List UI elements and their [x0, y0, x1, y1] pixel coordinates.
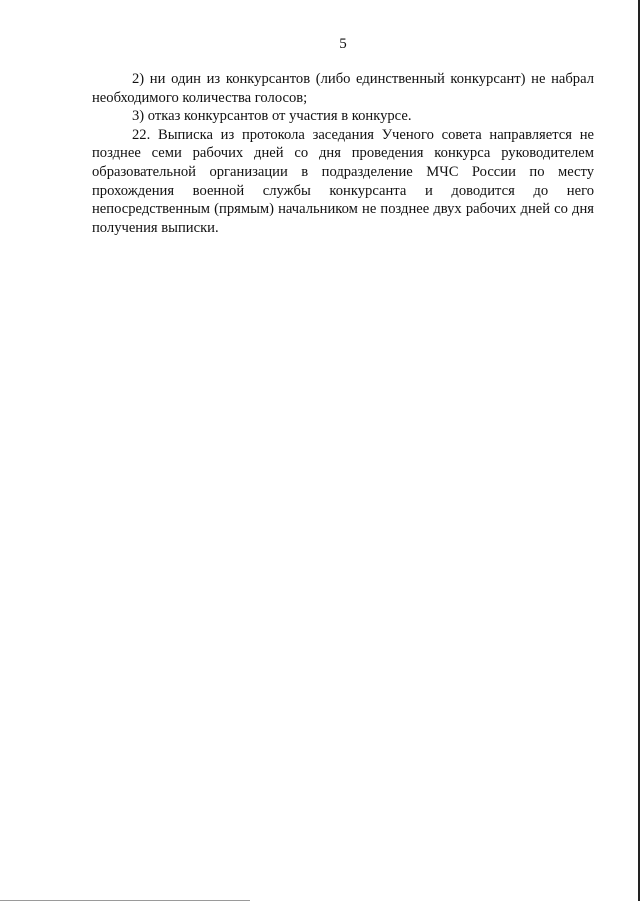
paragraph-item-3: 3) отказ конкурсантов от участия в конкурсе.	[132, 108, 412, 125]
page-number: 5	[339, 36, 347, 52]
paragraph-item-2: 2) ни один из конкурсантов (либо единственный конкурсант) не набрал необходимого количества голосов;	[92, 71, 594, 106]
paragraph-clause-22: 22. Выписка из протокола заседания Ученого совета направляется не позднее семи рабочих дней со дня проведения конкурса руководителем образовательной организации в подразделение МЧС России по месту прохождения военной службы конкурсанта и доводится до него непосредственным (прямым) начальником не позднее двух рабочих дней со дня получения выписки.	[92, 126, 594, 236]
document-body	[92, 70, 594, 237]
